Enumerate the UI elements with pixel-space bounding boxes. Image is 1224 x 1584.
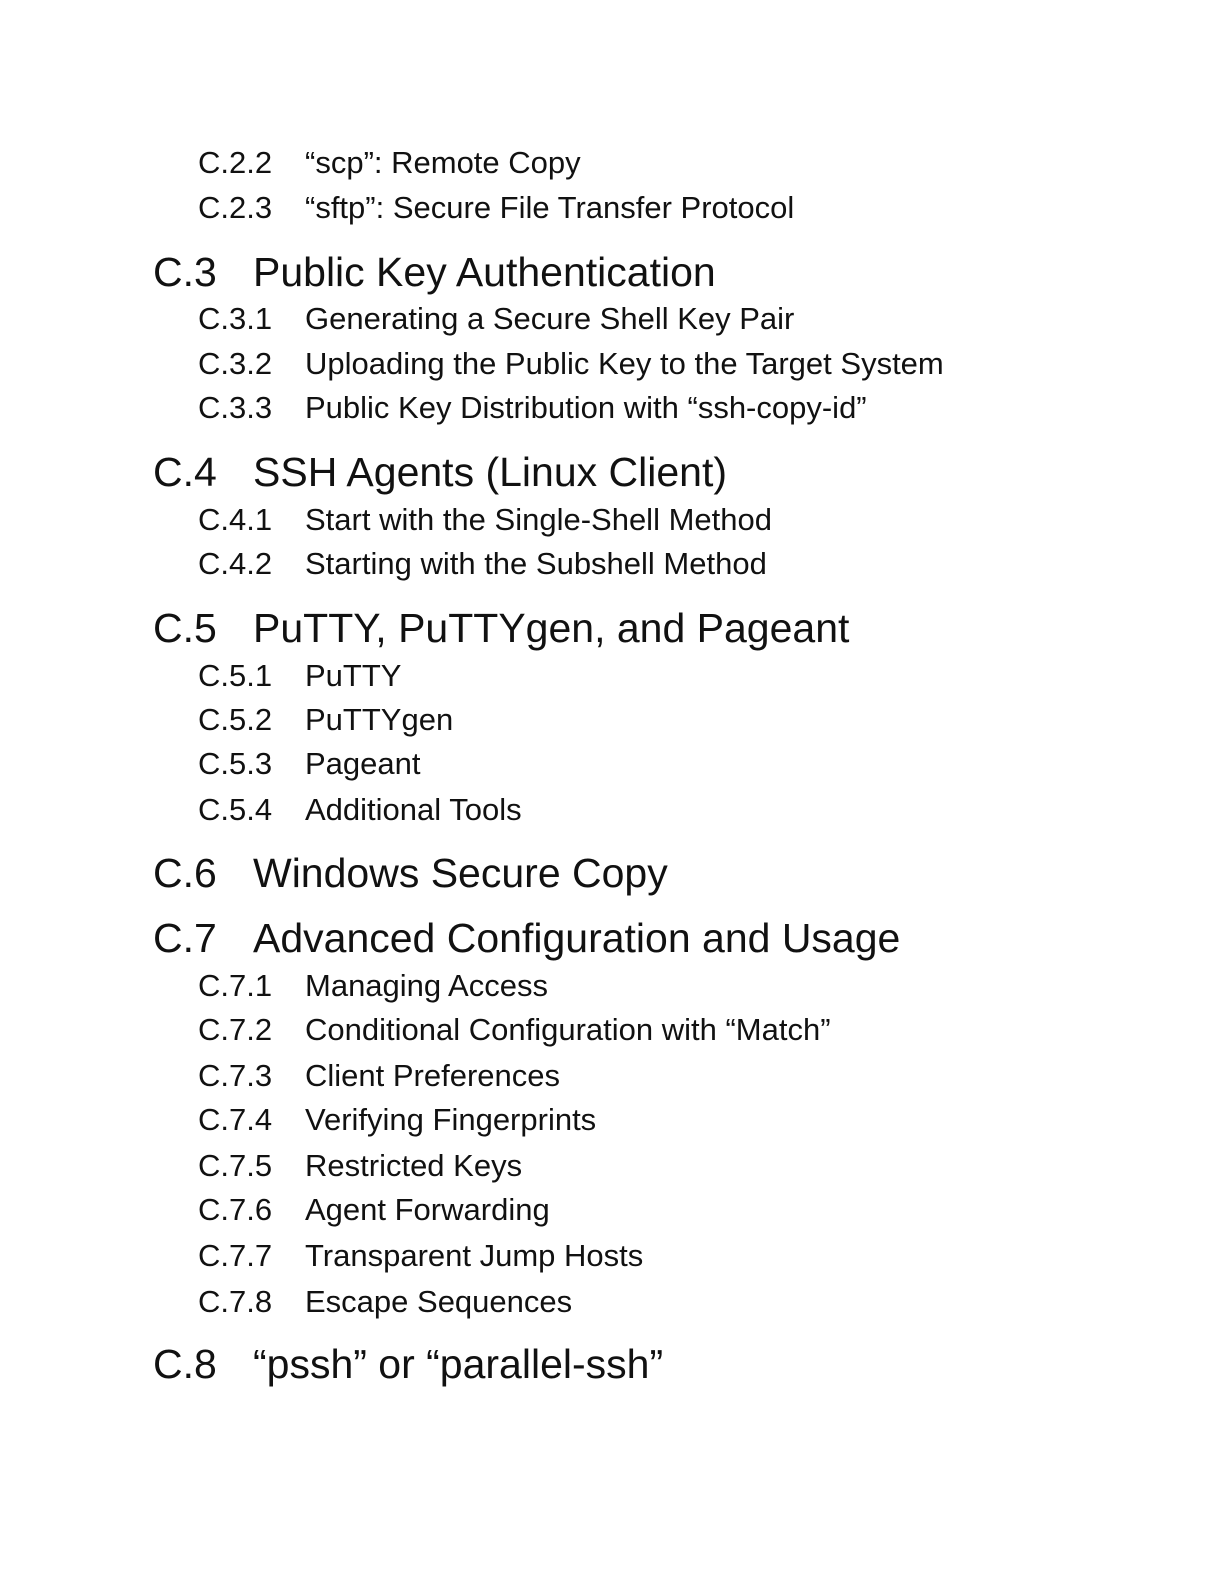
toc-entry-c-7-3	[198, 1060, 560, 1091]
toc-entry-c-3-3	[198, 392, 867, 423]
toc-entry-c-7-1	[198, 970, 548, 1001]
toc-number: C.7.4	[198, 1102, 273, 1137]
toc-number: C.5.1	[198, 658, 273, 693]
toc-number: C.2.3	[198, 190, 273, 225]
toc-title: Start with the Single-Shell Method	[305, 502, 772, 537]
toc-title: Pageant	[305, 746, 421, 781]
toc-title: Conditional Configuration with “Match”	[305, 1012, 831, 1047]
toc-entry-c-4-1	[198, 504, 772, 535]
toc-entry-c-7-8	[198, 1286, 572, 1317]
toc-title: Escape Sequences	[305, 1284, 573, 1319]
toc-number: C.7.2	[198, 1012, 273, 1047]
toc-entry-c-7-4	[198, 1104, 596, 1135]
toc-title: “scp”: Remote Copy	[305, 145, 581, 180]
toc-title: Public Key Distribution with “ssh-copy-id”	[305, 390, 867, 425]
toc-number: C.3	[153, 249, 217, 295]
toc-title: Windows Secure Copy	[253, 850, 668, 896]
toc-entry-c-7-6	[198, 1194, 550, 1225]
toc-title: SSH Agents (Linux Client)	[253, 449, 728, 495]
toc-number: C.5	[153, 605, 217, 651]
toc-number: C.7.3	[198, 1058, 273, 1093]
toc-number: C.4.1	[198, 502, 273, 537]
toc-title: “pssh” or “parallel-ssh”	[253, 1341, 664, 1387]
toc-entry-c-5-3	[198, 748, 421, 779]
toc-title: Agent Forwarding	[305, 1192, 550, 1227]
toc-title: Verifying Fingerprints	[305, 1102, 597, 1137]
toc-title: Starting with the Subshell Method	[305, 546, 767, 581]
toc-number: C.2.2	[198, 145, 273, 180]
toc-title: PuTTYgen	[305, 702, 454, 737]
toc-entry-c-7-2	[198, 1014, 831, 1045]
toc-number: C.7.7	[198, 1238, 273, 1273]
toc-title: Transparent Jump Hosts	[305, 1238, 644, 1273]
toc-title: Additional Tools	[305, 792, 522, 827]
toc-title: PuTTY, PuTTYgen, and Pageant	[253, 605, 850, 651]
toc-number: C.7.1	[198, 968, 273, 1003]
toc-title: Restricted Keys	[305, 1148, 523, 1183]
toc-title: Managing Access	[305, 968, 548, 1003]
toc-number: C.7	[153, 915, 217, 961]
toc-title: “sftp”: Secure File Transfer Protocol	[305, 190, 795, 225]
toc-number: C.3.2	[198, 346, 273, 381]
toc-title: Uploading the Public Key to the Target System	[305, 346, 944, 381]
toc-entry-c-5-2	[198, 704, 453, 735]
toc-entry-c-5-4	[198, 794, 522, 825]
toc-entry-c-3-2	[198, 348, 944, 379]
toc-section-c-3	[153, 249, 716, 295]
toc-entry-c-7-7	[198, 1240, 643, 1271]
toc-number: C.5.3	[198, 746, 273, 781]
toc-entry-c-2-2	[198, 147, 581, 178]
toc-section-c-7	[153, 915, 901, 961]
toc-title: PuTTY	[305, 658, 402, 693]
toc-number: C.6	[153, 850, 217, 896]
toc-number: C.7.8	[198, 1284, 273, 1319]
toc-number: C.3.1	[198, 301, 273, 336]
toc-section-c-5	[153, 605, 850, 651]
toc-entry-c-2-3	[198, 192, 794, 223]
toc-number: C.7.6	[198, 1192, 273, 1227]
toc-entry-c-7-5	[198, 1150, 522, 1181]
toc-title: Client Preferences	[305, 1058, 561, 1093]
toc-number: C.5.2	[198, 702, 273, 737]
toc-number: C.8	[153, 1341, 217, 1387]
toc-number: C.7.5	[198, 1148, 273, 1183]
toc-entry-c-3-1	[198, 303, 794, 334]
toc-number: C.4.2	[198, 546, 273, 581]
toc-section-c-4	[153, 449, 728, 495]
toc-section-c-6	[153, 850, 668, 896]
toc-title: Public Key Authentication	[253, 249, 716, 295]
toc-number: C.4	[153, 449, 217, 495]
toc-number: C.3.3	[198, 390, 273, 425]
toc-section-c-8	[153, 1341, 664, 1387]
toc-title: Generating a Secure Shell Key Pair	[305, 301, 795, 336]
toc-entry-c-4-2	[198, 548, 767, 579]
toc-entry-c-5-1	[198, 660, 401, 691]
toc-title: Advanced Configuration and Usage	[253, 915, 901, 961]
toc-number: C.5.4	[198, 792, 273, 827]
